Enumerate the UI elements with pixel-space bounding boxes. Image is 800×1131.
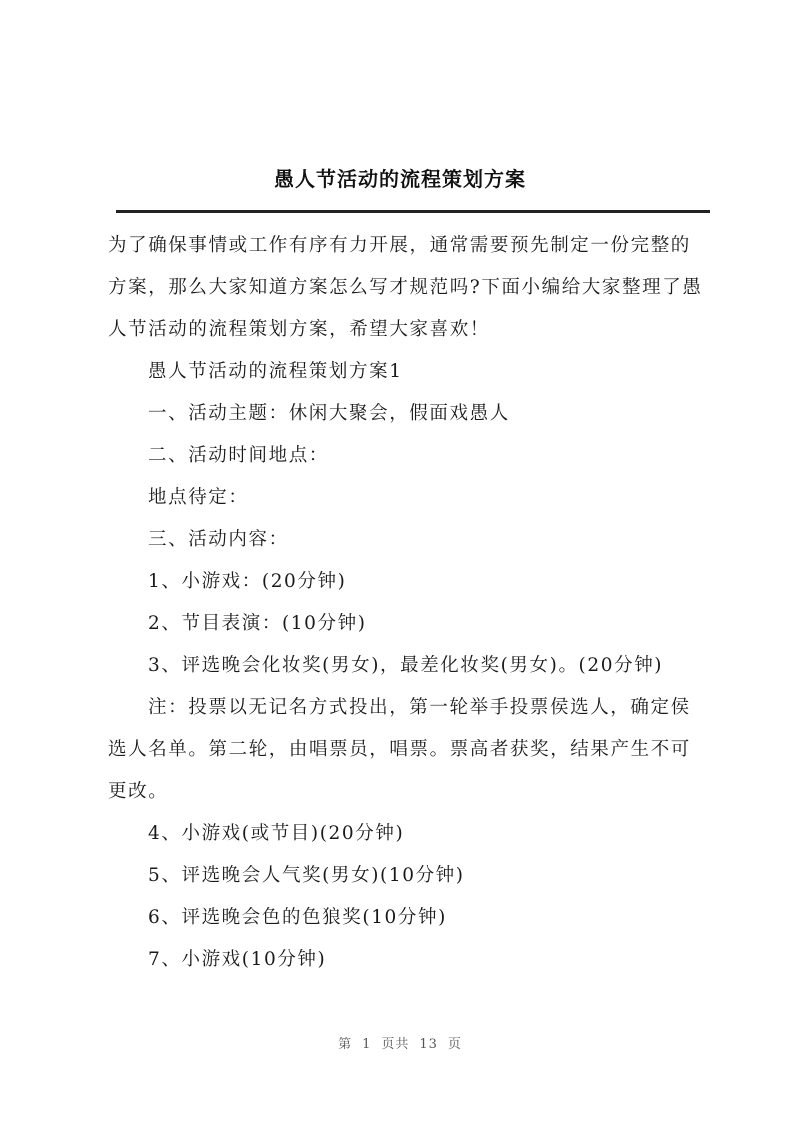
paragraph-item-6: 6、评选晚会色的色狼奖(10分钟) [148,907,447,928]
paragraph-theme: 一、活动主题：休闲大聚会，假面戏愚人 [148,403,510,424]
paragraph-intro: 为了确保事情或工作有序有力开展，通常需要预先制定一份完整的方案，那么大家知道方案怎么写才规范吗?下面小编给大家整理了愚人节活动的流程策划方案，希望大家喜欢！ [108,235,703,340]
paragraph-item-2: 2、节目表演：(10分钟) [148,613,367,634]
document-body [108,225,710,981]
paragraph-item-4: 4、小游戏(或节目)(20分钟) [148,823,405,844]
paragraph-item-7: 7、小游戏(10分钟) [148,949,327,970]
paragraph-time-place: 二、活动时间地点： [148,445,329,466]
paragraph-item-5: 5、评选晚会人气奖(男女)(10分钟) [148,865,465,886]
footer-page-label: 第 [338,1037,353,1052]
paragraph-content-heading: 三、活动内容： [148,529,289,550]
footer-page-total: 13 [419,1037,438,1052]
page-footer [0,1033,800,1052]
paragraph-note: 注：投票以无记名方式投出，第一轮举手投票侯选人，确定侯选人名单。第二轮，由唱票员，唱票。票高者获奖，结果产生不可更改。 [108,697,691,802]
footer-page-of: 页共 [381,1037,410,1052]
document-title: 愚人节活动的流程策划方案 [274,167,526,191]
paragraph-item-1: 1、小游戏：(20分钟) [148,571,347,592]
footer-page-suffix: 页 [447,1037,462,1052]
footer-page-current: 1 [362,1037,372,1052]
paragraph-place: 地点待定： [148,487,249,508]
title-divider [116,210,710,213]
paragraph-item-3: 3、评选晚会化妆奖(男女)，最差化妆奖(男女)。(20分钟) [148,655,664,676]
paragraph-subtitle: 愚人节活动的流程策划方案1 [148,361,403,382]
